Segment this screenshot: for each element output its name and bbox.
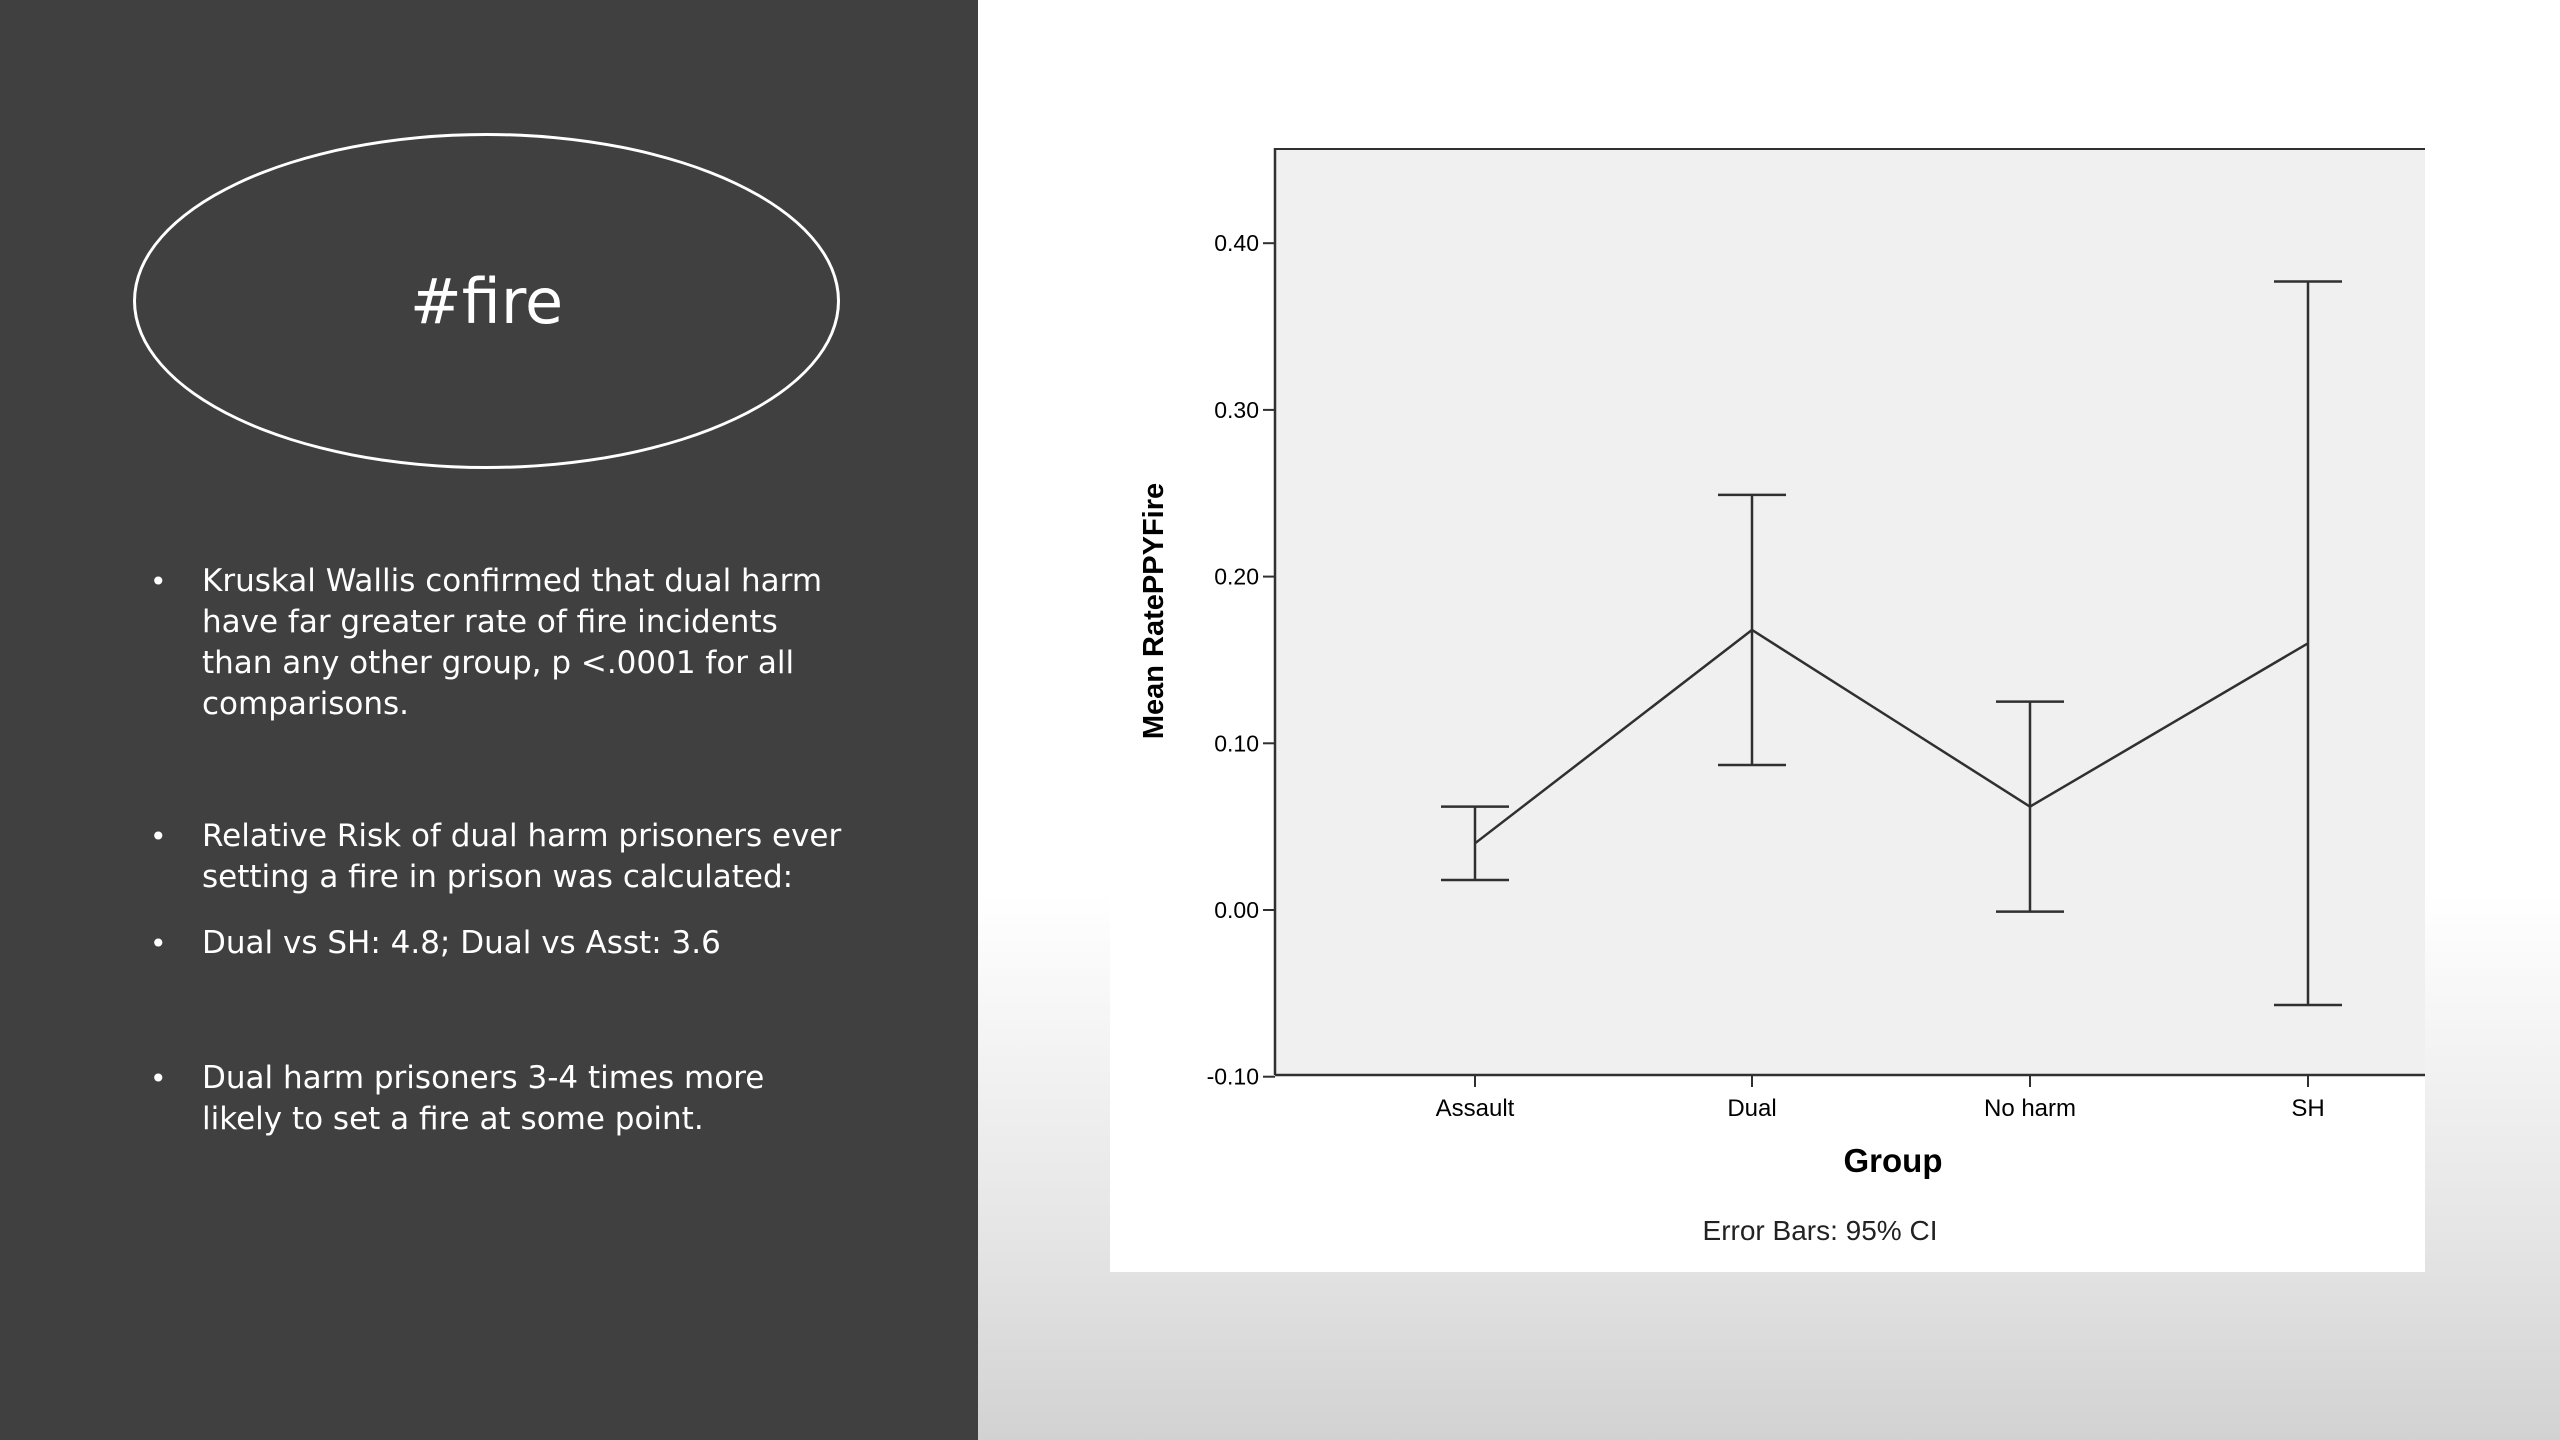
bullet-group-1 — [150, 561, 850, 725]
y-axis-label: Mean RatePPYFire — [1138, 482, 1170, 740]
y-tick-label: 0.20 — [1214, 563, 1259, 590]
x-tick-label: No harm — [1983, 1095, 2077, 1122]
x-tick-label: Dual — [1727, 1095, 1777, 1122]
chart-container — [1110, 148, 2425, 1272]
bullet-item: • Dual harm prisoners 3-4 times more likely to set a fire at some point. — [150, 1058, 850, 1140]
y-tick-label: 0.40 — [1214, 230, 1259, 257]
error-bar-chart — [1110, 148, 2425, 1272]
text-panel — [0, 0, 978, 1440]
y-tick-label: 0.10 — [1214, 730, 1259, 757]
y-tick-label: -0.10 — [1206, 1063, 1259, 1090]
x-tick-label: SH — [2291, 1095, 2325, 1122]
bullet-group-2 — [150, 816, 850, 964]
title-ellipse — [133, 133, 840, 469]
y-tick-label: 0.30 — [1214, 396, 1259, 423]
plot-area — [1275, 148, 2425, 1075]
error-bar-footnote: Error Bars: 95% CI — [1702, 1215, 1938, 1246]
bullet-item: • Relative Risk of dual harm prisoners ever setting a fire in prison was calculated: — [150, 816, 850, 898]
x-tick-label: Assault — [1435, 1095, 1515, 1122]
x-axis-label: Group — [1843, 1142, 1943, 1179]
bullet-item: • Kruskal Wallis confirmed that dual harm have far greater rate of fire incidents than any other group, p <.0001 for all comparisons. — [150, 561, 850, 725]
y-tick-label: 0.00 — [1214, 897, 1259, 923]
slide-title: #fire — [409, 264, 564, 338]
bullet-group-3 — [150, 1058, 850, 1140]
bullet-item: • Dual vs SH: 4.8; Dual vs Asst: 3.6 — [150, 923, 850, 964]
